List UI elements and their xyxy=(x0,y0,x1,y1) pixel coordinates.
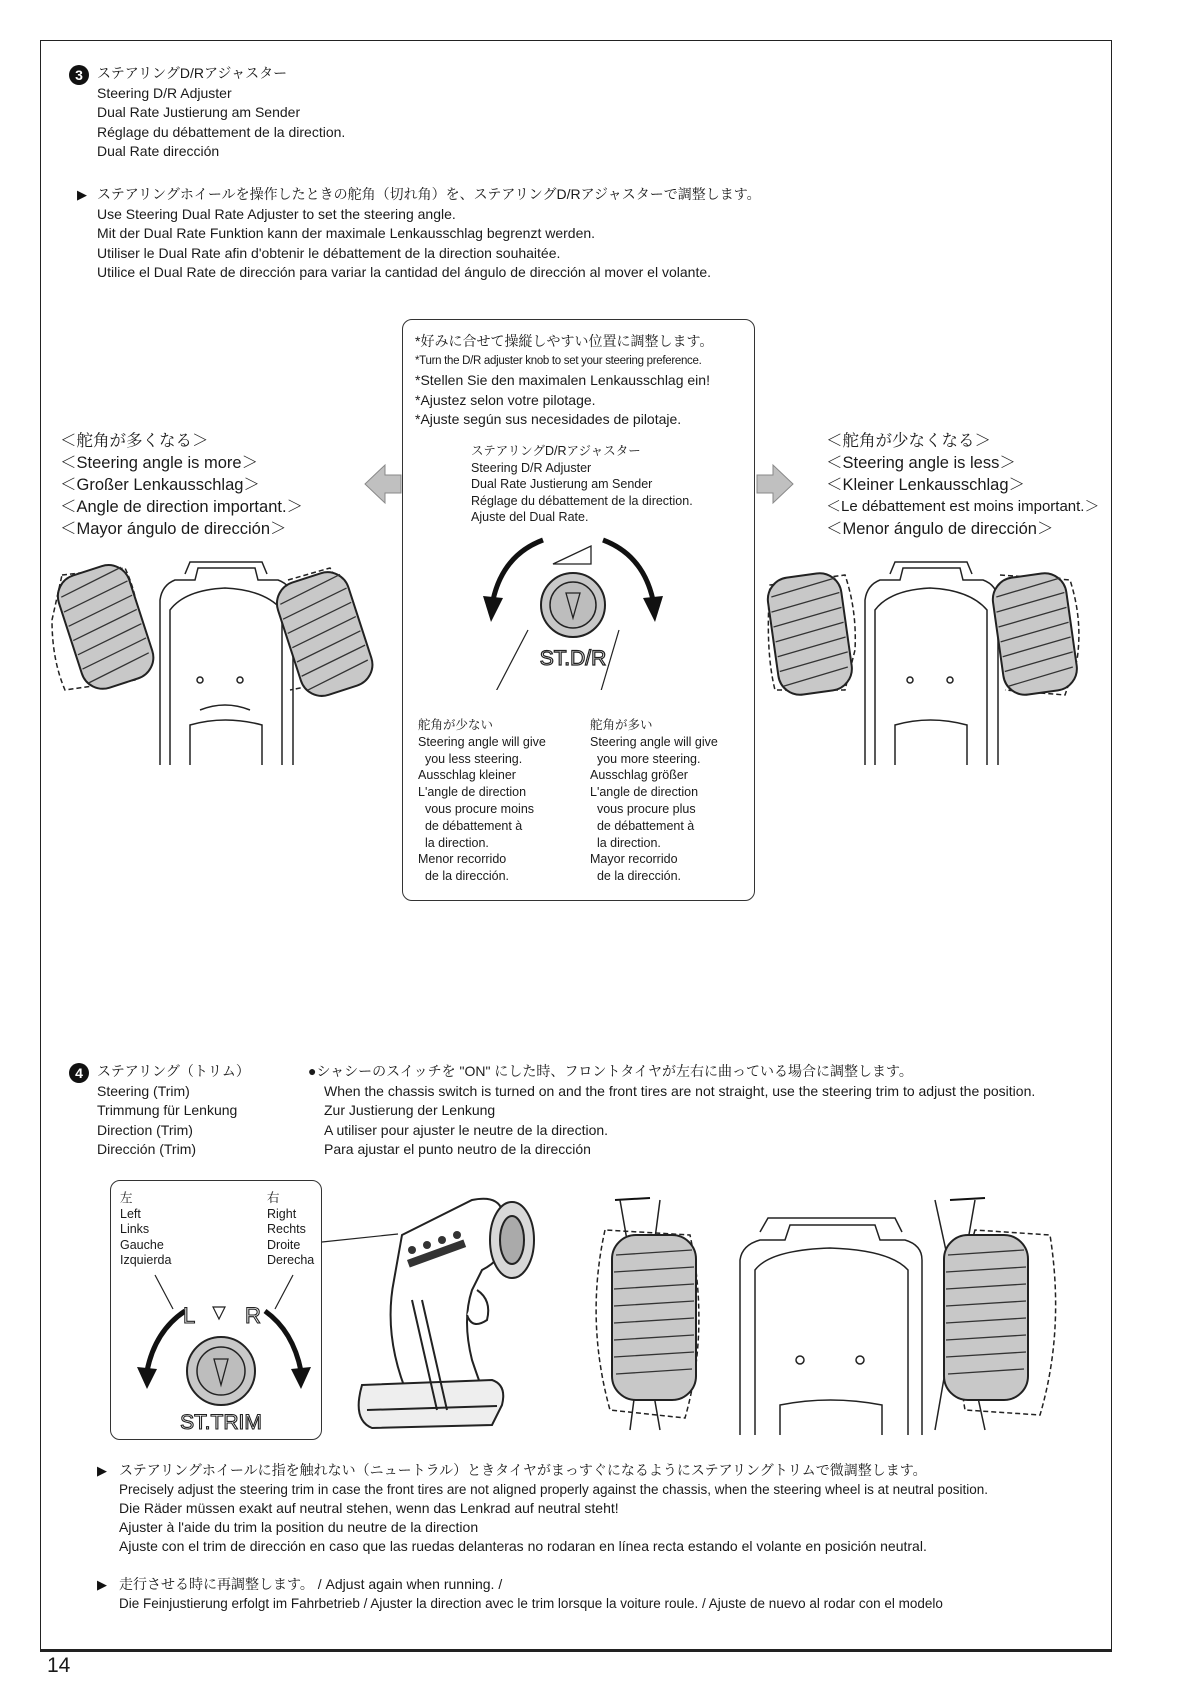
label-line: ＜Kleiner Lenkausschlag＞ xyxy=(826,476,1026,494)
dr-adjuster-callout xyxy=(402,319,755,901)
trim-legend-box xyxy=(110,1180,322,1440)
left-line: Gauche xyxy=(120,1237,164,1252)
more-steering-label xyxy=(60,430,303,540)
desc-line: de débattement à xyxy=(590,818,695,833)
car-chassis-icon xyxy=(50,560,395,765)
adjuster-line: Steering D/R Adjuster xyxy=(471,460,592,475)
transmitter-icon xyxy=(322,1180,582,1440)
more-steering-description xyxy=(590,717,718,885)
rotate-right-arrow-icon xyxy=(265,1311,301,1371)
left-labels xyxy=(120,1191,171,1269)
left-line: Left xyxy=(120,1206,141,1221)
section3-instructions xyxy=(97,185,761,283)
adjust-fr: Ajuster à l'aide du trim la position du neutre de la direction xyxy=(119,1519,479,1535)
car-chassis-icon xyxy=(765,560,1110,765)
adjuster-line: Réglage du débattement de la direction. xyxy=(471,493,693,508)
label-line: ＜Steering angle is more＞ xyxy=(60,454,259,472)
right-triangle-bullet-icon: ▶ xyxy=(77,187,87,202)
label-line: ＜Le débattement est moins important.＞ xyxy=(826,498,1100,515)
double-arrow-left-icon xyxy=(363,462,403,506)
adjuster-line: Dual Rate Justierung am Sender xyxy=(471,477,653,491)
adjuster-line: ステアリングD/Rアジャスター xyxy=(471,444,641,458)
title-en: Steering (Trim) xyxy=(97,1082,190,1099)
adjust-en: Precisely adjust the steering trim in case the front tires are not aligned properly against the chassis, when the steering wheel is at neutral position. xyxy=(119,1482,988,1497)
right-line: Rechts xyxy=(267,1222,306,1236)
note-de: Zur Justierung der Lenkung xyxy=(324,1102,496,1118)
callout-notes xyxy=(415,332,713,430)
knob-label: ST.TRIM xyxy=(180,1411,262,1434)
note-es: Para ajustar el punto neutro de la dirección xyxy=(324,1141,591,1157)
desc-line: de la dirección. xyxy=(590,869,682,884)
note-ja: *好みに合せて操縦しやすい位置に調整します。 xyxy=(415,333,714,349)
desc-line: la direction. xyxy=(590,835,661,850)
title-fr: Direction (Trim) xyxy=(97,1121,193,1138)
right-labels xyxy=(267,1191,314,1269)
adjuster-line: Ajuste del Dual Rate. xyxy=(471,510,589,524)
note-ja: ●シャシーのスイッチを "ON" にした時、フロントタイヤが左右に曲っている場合に調整します。 xyxy=(308,1063,913,1079)
adjust-es: Ajuste con el trim de dirección en caso que las ruedas delanteras no rodaran en línea recta estando el volante en posición neutral. xyxy=(119,1538,927,1554)
desc-line: de débattement à xyxy=(418,818,523,833)
trim-right-letter: R xyxy=(245,1303,261,1328)
knob-label: ST.D/R xyxy=(539,647,607,670)
less-steering-label xyxy=(826,430,1099,540)
label-line: ＜Großer Lenkausschlag＞ xyxy=(60,476,260,494)
desc-line: Steering angle will give xyxy=(418,734,546,749)
step-number-badge: 3 xyxy=(69,65,89,85)
desc-line: 舵角が少ない xyxy=(418,718,494,732)
left-line: 左 xyxy=(120,1191,133,1205)
label-line: ＜舵角が多くなる＞ xyxy=(60,432,209,450)
desc-line: de la dirección. xyxy=(418,869,510,884)
right-line: 右 xyxy=(267,1191,280,1205)
title-fr: Réglage du débattement de la direction. xyxy=(97,123,346,140)
instruction-es: Utilice el Dual Rate de dirección para variar la cantidad del ángulo de dirección al mover el volante. xyxy=(97,264,712,280)
trim-left-letter: L xyxy=(183,1303,196,1328)
section4-notes xyxy=(308,1062,1035,1160)
double-arrow-right-icon xyxy=(755,462,795,506)
instruction-ja: ステアリングホイールを操作したときの舵角（切れ角）を、ステアリングD/Rアジャスターで調整します。 xyxy=(97,186,761,202)
title-de: Dual Rate Justierung am Sender xyxy=(97,104,301,120)
note-fr: *Ajustez selon votre pilotage. xyxy=(415,391,596,408)
label-line: ＜Steering angle is less＞ xyxy=(826,454,1016,472)
running-notes xyxy=(119,1575,943,1613)
label-line: ＜舵角が少なくなる＞ xyxy=(826,432,991,450)
right-triangle-bullet-icon: ▶ xyxy=(97,1577,107,1592)
instruction-en: Use Steering Dual Rate Adjuster to set the steering angle. xyxy=(97,205,456,222)
left-line: Izquierda xyxy=(120,1253,172,1267)
title-de: Trimmung für Lenkung xyxy=(97,1102,238,1118)
rotate-left-arrow-icon xyxy=(147,1311,185,1371)
title-ja: ステアリング（トリム） xyxy=(97,1063,250,1079)
right-line: Droite xyxy=(267,1237,301,1252)
title-es: Dirección (Trim) xyxy=(97,1141,197,1157)
desc-line: Ausschlag größer xyxy=(590,768,688,783)
note-en: *Turn the D/R adjuster knob to set your steering preference. xyxy=(415,354,702,367)
trim-adjust-notes xyxy=(119,1461,988,1556)
note-fr: A utiliser pour ajuster le neutre de la direction. xyxy=(324,1121,609,1138)
label-line: ＜Mayor ángulo de dirección＞ xyxy=(60,520,287,538)
note-de: *Stellen Sie den maximalen Lenkausschlag ein! xyxy=(415,372,710,388)
desc-line: you more steering. xyxy=(590,751,701,766)
page-number: 14 xyxy=(47,1654,71,1677)
step-number-badge: 4 xyxy=(69,1063,89,1083)
car-chassis-icon xyxy=(590,1190,1070,1435)
instruction-de: Mit der Dual Rate Funktion kann der maximale Lenkausschlag begrenzt werden. xyxy=(97,225,596,241)
right-line: Derecha xyxy=(267,1253,315,1267)
desc-line: L'angle de direction xyxy=(590,785,699,800)
rotate-right-arrow-icon xyxy=(603,540,653,600)
note-en: When the chassis switch is turned on and the front tires are not straight, use the steering trim to adjust the position. xyxy=(324,1082,1036,1099)
running-line: 走行させる時に再調整します。 / Adjust again when running. / xyxy=(119,1576,503,1592)
desc-line: Mayor recorrido xyxy=(590,852,678,867)
st-dr-knob-diagram xyxy=(473,530,673,690)
instruction-fr: Utiliser le Dual Rate afin d'obtenir le débattement de la direction souhaitée. xyxy=(97,244,561,261)
st-trim-knob-diagram xyxy=(125,1271,315,1436)
adjuster-names xyxy=(471,443,693,526)
desc-line: you less steering. xyxy=(418,751,523,766)
title-ja: ステアリングD/Rアジャスター xyxy=(97,65,288,81)
title-en: Steering D/R Adjuster xyxy=(97,84,232,101)
desc-line: vous procure plus xyxy=(590,801,696,816)
desc-line: L'angle de direction xyxy=(418,785,527,800)
desc-line: Menor recorrido xyxy=(418,852,507,867)
desc-line: Ausschlag kleiner xyxy=(418,768,516,783)
label-line: ＜Angle de direction important.＞ xyxy=(60,498,304,516)
desc-line: 舵角が多い xyxy=(590,718,653,732)
adjust-de: Die Räder müssen exakt auf neutral stehen, wenn das Lenkrad auf neutral steht! xyxy=(119,1500,619,1516)
rotate-left-arrow-icon xyxy=(493,540,543,600)
desc-line: vous procure moins xyxy=(418,801,535,816)
less-steering-description xyxy=(418,717,546,885)
adjust-ja: ステアリングホイールに指を触れない（ニュートラル）ときタイヤがまっすぐになるようにステアリングトリムで微調整します。 xyxy=(119,1462,927,1478)
label-line: ＜Menor ángulo de dirección＞ xyxy=(826,520,1054,538)
desc-line: la direction. xyxy=(418,835,489,850)
desc-line: Steering angle will give xyxy=(590,734,718,749)
section4-titles xyxy=(97,1062,250,1160)
left-line: Links xyxy=(120,1222,150,1236)
title-es: Dual Rate dirección xyxy=(97,143,220,159)
running-line: Die Feinjustierung erfolgt im Fahrbetrieb / Ajuster la direction avec le trim lorsque la voiture roule. / Ajuste de nuevo al rodar con el modelo xyxy=(119,1596,943,1611)
right-line: Right xyxy=(267,1206,297,1221)
note-es: *Ajuste según sus necesidades de pilotaje. xyxy=(415,411,682,427)
section3-titles xyxy=(97,64,345,162)
right-triangle-bullet-icon: ▶ xyxy=(97,1463,107,1478)
